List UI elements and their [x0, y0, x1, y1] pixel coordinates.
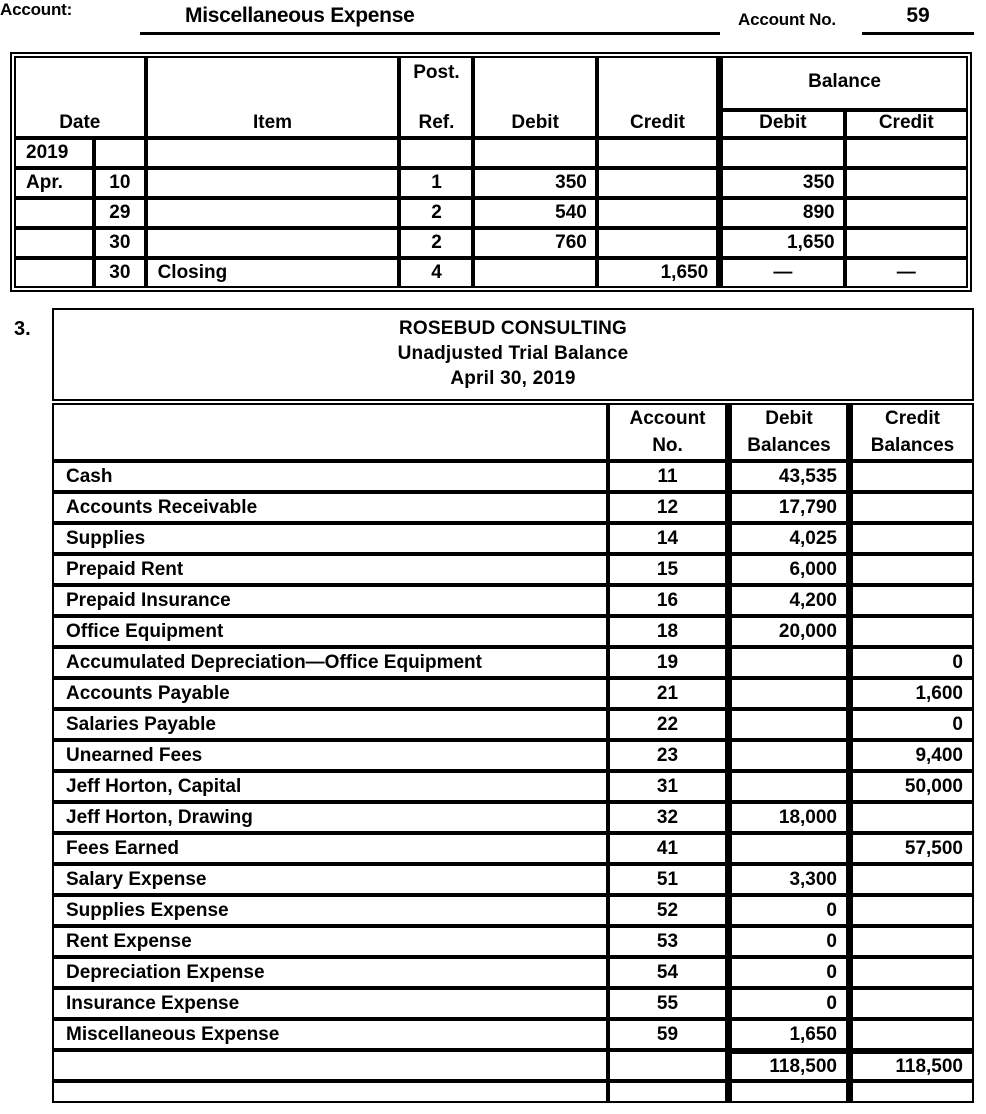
trial-balance-row: [52, 833, 974, 864]
tb-cell-account-name: Accumulated Depreciation—Office Equipment: [52, 647, 608, 678]
tb-cell-account-name: Supplies: [52, 523, 608, 554]
tb-cell-debit: [727, 833, 848, 864]
tb-cell-account-name: Office Equipment: [52, 616, 608, 647]
ledger-cell-balance-credit: [845, 228, 968, 258]
trial-balance-row: [52, 585, 974, 616]
col-header-account-name: [52, 403, 608, 461]
col-header-balance-credit: Credit: [845, 110, 968, 138]
ledger-cell-debit: [473, 258, 596, 288]
trial-balance-table: [52, 403, 974, 1103]
tb-cell-debit: 0: [727, 926, 848, 957]
tb-cell-debit: [727, 740, 848, 771]
tb-cell-account-no: 15: [608, 554, 727, 585]
ledger-cell-balance-debit: [718, 138, 844, 168]
tb-totals-label: [52, 1050, 608, 1081]
tb-totals-credit: 118,500: [848, 1050, 974, 1081]
tb-cell-account-no: 18: [608, 616, 727, 647]
ledger-account-header: [0, 0, 986, 44]
tb-cell-credit: [848, 554, 974, 585]
col-header-debit-balances: [727, 403, 848, 461]
tb-cell-account-name: Accounts Receivable: [52, 492, 608, 523]
ledger-table-frame: [10, 52, 972, 292]
tb-cell-account-no: 21: [608, 678, 727, 709]
trial-balance-blank-row: [52, 1081, 974, 1103]
tb-totals-account-no: [608, 1050, 727, 1081]
ledger-cell-year: 2019: [14, 138, 94, 168]
trial-balance-frame: [52, 308, 974, 1103]
ledger-cell-day: 30: [94, 228, 145, 258]
ledger-cell-credit: [597, 168, 718, 198]
ledger-cell-day: 30: [94, 258, 145, 288]
tb-cell-account-no: 12: [608, 492, 727, 523]
col-header-debit-line2: Balances: [747, 435, 831, 456]
col-header-credit-balances: [848, 403, 974, 461]
trial-balance-header-row: [52, 403, 974, 461]
ledger-cell-balance-debit: 350: [718, 168, 844, 198]
tb-cell-account-no: 31: [608, 771, 727, 802]
trial-balance-row: [52, 461, 974, 492]
tb-cell-credit: 1,600: [848, 678, 974, 709]
trial-balance-row: [52, 864, 974, 895]
tb-cell-account-name: Rent Expense: [52, 926, 608, 957]
tb-cell-account-no: 19: [608, 647, 727, 678]
ledger-cell-day: 10: [94, 168, 145, 198]
ledger-cell-item: Closing: [146, 258, 400, 288]
col-header-credit-line2: Balances: [870, 435, 955, 456]
trial-balance-row: [52, 988, 974, 1019]
col-header-debit-line1: Debit: [765, 408, 813, 429]
tb-cell-debit: [727, 771, 848, 802]
ledger-cell-debit: 350: [473, 168, 596, 198]
ledger-cell-item: [146, 138, 400, 168]
ledger-cell-balance-debit: 1,650: [718, 228, 844, 258]
tb-cell-credit: [848, 616, 974, 647]
ledger-cell-credit: [597, 138, 718, 168]
trial-balance-totals-row: [52, 1050, 974, 1081]
ledger-row: [14, 198, 968, 228]
tb-cell-credit: 0: [848, 647, 974, 678]
ledger-cell-post-ref: 4: [399, 258, 473, 288]
ledger-table-body: [14, 138, 968, 288]
trial-balance-row: [52, 709, 974, 740]
trial-balance-head: [52, 403, 974, 461]
problem-number-marker: 3.: [14, 318, 31, 340]
ledger-table: [14, 56, 968, 288]
tb-cell-debit: 0: [727, 988, 848, 1019]
trial-balance-row: [52, 802, 974, 833]
tb-blank-cell-1: [608, 1081, 727, 1103]
col-header-account-no-line2: No.: [652, 435, 683, 456]
ledger-cell-balance-credit: [845, 198, 968, 228]
tb-blank-cell-0: [52, 1081, 608, 1103]
tb-cell-account-no: 32: [608, 802, 727, 833]
ledger-cell-credit: 1,650: [597, 258, 718, 288]
tb-cell-credit: [848, 926, 974, 957]
ledger-cell-balance-credit: [845, 138, 968, 168]
ledger-cell-post-ref: 2: [399, 228, 473, 258]
tb-cell-credit: [848, 1019, 974, 1050]
tb-cell-debit: 43,535: [727, 461, 848, 492]
tb-cell-credit: 9,400: [848, 740, 974, 771]
ledger-cell-year: [14, 198, 94, 228]
trial-balance-row: [52, 771, 974, 802]
company-name: ROSEBUD CONSULTING: [398, 318, 628, 339]
tb-cell-debit: 4,200: [727, 585, 848, 616]
ledger-cell-year: [14, 258, 94, 288]
account-no-field: 59: [862, 4, 974, 35]
col-header-post-ref-line2: Ref.: [399, 110, 473, 138]
tb-cell-account-name: Depreciation Expense: [52, 957, 608, 988]
col-header-credit: Credit: [597, 56, 718, 138]
tb-cell-account-name: Salary Expense: [52, 864, 608, 895]
col-header-post-ref-line1: Post.: [399, 56, 473, 110]
col-header-debit: Debit: [473, 56, 596, 138]
ledger-cell-item: [146, 168, 400, 198]
tb-cell-credit: [848, 895, 974, 926]
col-header-credit-line1: Credit: [885, 408, 940, 429]
tb-cell-credit: 57,500: [848, 833, 974, 864]
statement-date: April 30, 2019: [450, 368, 576, 389]
tb-cell-credit: [848, 864, 974, 895]
ledger-cell-item: [146, 198, 400, 228]
trial-balance-row: [52, 1019, 974, 1050]
trial-balance-row: [52, 740, 974, 771]
tb-cell-account-name: Miscellaneous Expense: [52, 1019, 608, 1050]
tb-cell-account-name: Accounts Payable: [52, 678, 608, 709]
trial-balance-row: [52, 926, 974, 957]
ledger-cell-balance-debit: —: [718, 258, 844, 288]
tb-cell-debit: 0: [727, 895, 848, 926]
trial-balance-row: [52, 554, 974, 585]
trial-balance-row: [52, 647, 974, 678]
tb-cell-account-no: 22: [608, 709, 727, 740]
trial-balance-title-block: [52, 308, 974, 401]
trial-balance-row: [52, 523, 974, 554]
tb-totals-debit: 118,500: [727, 1050, 848, 1081]
tb-cell-debit: 20,000: [727, 616, 848, 647]
ledger-cell-day: 29: [94, 198, 145, 228]
trial-balance-row: [52, 678, 974, 709]
tb-cell-debit: 17,790: [727, 492, 848, 523]
tb-cell-account-name: Jeff Horton, Capital: [52, 771, 608, 802]
tb-cell-debit: [727, 678, 848, 709]
ledger-cell-debit: 540: [473, 198, 596, 228]
tb-blank-cell-2: [727, 1081, 848, 1103]
ledger-cell-balance-credit: —: [845, 258, 968, 288]
ledger-cell-debit: 760: [473, 228, 596, 258]
ledger-cell-year: Apr.: [14, 168, 94, 198]
ledger-cell-debit: [473, 138, 596, 168]
tb-cell-credit: [848, 957, 974, 988]
ledger-row: [14, 138, 968, 168]
tb-cell-account-name: Unearned Fees: [52, 740, 608, 771]
ledger-cell-credit: [597, 198, 718, 228]
ledger-row: [14, 258, 968, 288]
tb-cell-account-no: 52: [608, 895, 727, 926]
ledger-cell-year: [14, 228, 94, 258]
col-header-item: Item: [146, 56, 400, 138]
tb-cell-credit: [848, 523, 974, 554]
trial-balance-row: [52, 492, 974, 523]
trial-balance-row: [52, 616, 974, 647]
ledger-cell-post-ref: 1: [399, 168, 473, 198]
tb-blank-cell-3: [848, 1081, 974, 1103]
tb-cell-debit: 6,000: [727, 554, 848, 585]
ledger-cell-balance-debit: 890: [718, 198, 844, 228]
col-header-account-no: [608, 403, 727, 461]
account-name-field: Miscellaneous Expense: [140, 4, 720, 35]
tb-cell-debit: [727, 647, 848, 678]
ledger-row: [14, 168, 968, 198]
tb-cell-account-no: 41: [608, 833, 727, 864]
tb-cell-credit: 0: [848, 709, 974, 740]
tb-cell-debit: 4,025: [727, 523, 848, 554]
ledger-cell-day: [94, 138, 145, 168]
tb-cell-account-name: Salaries Payable: [52, 709, 608, 740]
tb-cell-account-name: Prepaid Rent: [52, 554, 608, 585]
tb-cell-debit: 0: [727, 957, 848, 988]
tb-cell-account-name: Fees Earned: [52, 833, 608, 864]
ledger-cell-balance-credit: [845, 168, 968, 198]
tb-cell-debit: 1,650: [727, 1019, 848, 1050]
ledger-header-row-1: [14, 56, 968, 110]
tb-cell-account-name: Cash: [52, 461, 608, 492]
tb-cell-account-no: 16: [608, 585, 727, 616]
ledger-table-head: [14, 56, 968, 138]
col-header-date: Date: [14, 56, 146, 138]
col-header-balance-debit: Debit: [718, 110, 844, 138]
account-label: Account:: [0, 0, 73, 19]
ledger-cell-credit: [597, 228, 718, 258]
tb-cell-account-name: Insurance Expense: [52, 988, 608, 1019]
trial-balance-body: [52, 461, 974, 1103]
tb-cell-credit: [848, 492, 974, 523]
tb-cell-credit: 50,000: [848, 771, 974, 802]
tb-cell-account-no: 14: [608, 523, 727, 554]
tb-cell-credit: [848, 802, 974, 833]
tb-cell-account-no: 55: [608, 988, 727, 1019]
col-header-account-no-line1: Account: [629, 408, 706, 429]
tb-cell-account-no: 59: [608, 1019, 727, 1050]
tb-cell-account-name: Prepaid Insurance: [52, 585, 608, 616]
tb-cell-account-no: 51: [608, 864, 727, 895]
tb-cell-account-no: 11: [608, 461, 727, 492]
ledger-cell-post-ref: [399, 138, 473, 168]
col-header-balance: Balance: [718, 56, 968, 110]
tb-cell-debit: [727, 709, 848, 740]
tb-cell-account-no: 54: [608, 957, 727, 988]
tb-cell-account-name: Jeff Horton, Drawing: [52, 802, 608, 833]
tb-cell-debit: 3,300: [727, 864, 848, 895]
ledger-cell-post-ref: 2: [399, 198, 473, 228]
trial-balance-row: [52, 895, 974, 926]
tb-cell-account-no: 53: [608, 926, 727, 957]
tb-cell-account-name: Supplies Expense: [52, 895, 608, 926]
tb-cell-credit: [848, 585, 974, 616]
tb-cell-credit: [848, 461, 974, 492]
statement-name: Unadjusted Trial Balance: [397, 343, 629, 364]
tb-cell-account-no: 23: [608, 740, 727, 771]
trial-balance-row: [52, 957, 974, 988]
account-no-label: Account No.: [738, 10, 836, 29]
tb-cell-credit: [848, 988, 974, 1019]
ledger-cell-item: [146, 228, 400, 258]
ledger-row: [14, 228, 968, 258]
tb-cell-debit: 18,000: [727, 802, 848, 833]
